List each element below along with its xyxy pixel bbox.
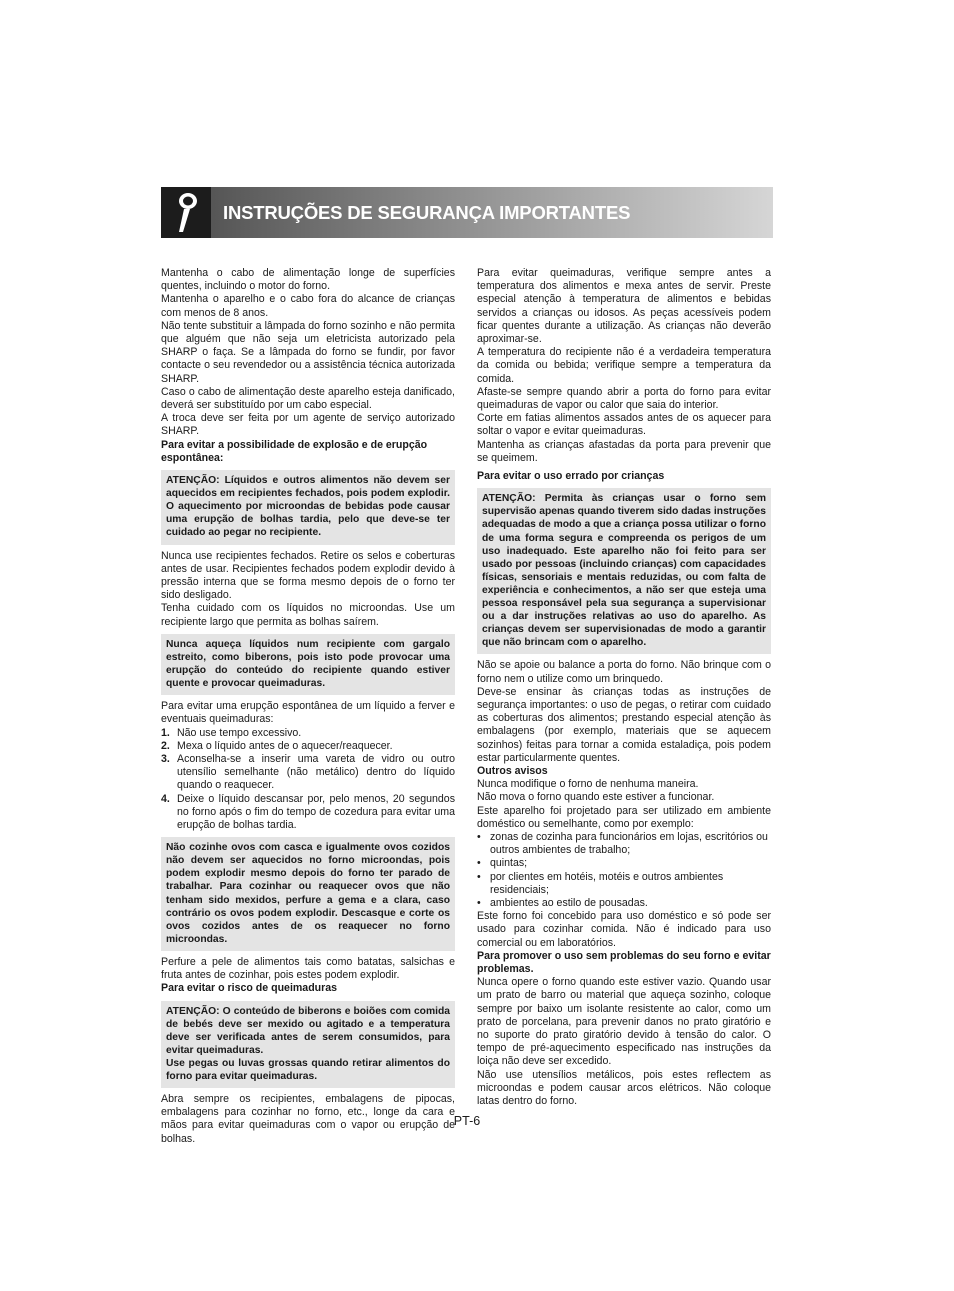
warning-text: Use pegas ou luvas grossas quando retirar alimentos do forno para evitar queimaduras. bbox=[166, 1057, 450, 1082]
warning-box bbox=[161, 1001, 455, 1089]
warning-box bbox=[161, 634, 455, 695]
list-number: 1. bbox=[161, 726, 170, 739]
list-text: Não use tempo excessivo. bbox=[177, 726, 302, 739]
bullet-icon: • bbox=[477, 897, 481, 910]
left-column bbox=[161, 267, 455, 1146]
paragraph: Este forno foi concebido para uso doméstico e só pode ser usado para cozinhar comida. Não é indicado para uso comercial ou em laboratórios. bbox=[477, 910, 771, 949]
paragraph: Afaste-se sempre quando abrir a porta do forno para evitar queimaduras de vapor ou calor que saia do interior. bbox=[477, 385, 771, 412]
warning-box bbox=[477, 488, 771, 654]
paragraph: A troca deve ser feita por um agente de serviço autorizado SHARP. bbox=[161, 412, 455, 438]
page-title: INSTRUÇÕES DE SEGURANÇA IMPORTANTES bbox=[223, 201, 631, 223]
paragraph: Caso o cabo de alimentação deste aparelho esteja danificado, deverá ser substituído por um cabo especial. bbox=[161, 385, 455, 412]
numbered-list bbox=[161, 727, 455, 833]
list-item bbox=[477, 897, 771, 910]
warning-box bbox=[161, 470, 455, 544]
bullet-icon: • bbox=[477, 870, 481, 883]
paragraph: Mantenha o aparelho e o cabo fora do alcance de crianças com menos de 8 anos. bbox=[161, 293, 455, 319]
paragraph: Para evitar queimaduras, verifique sempre antes a temperatura dos alimentos e mexa antes de servir. Preste especial atenção à temperatura de alimentos e bebidas servidos a crianças ou idosos. As peças acessíveis podem ficar quentes durante a utilização. As crianças não deverão aproximar-se. bbox=[477, 267, 771, 346]
exclamation-icon bbox=[161, 187, 211, 238]
list-item bbox=[477, 871, 771, 897]
paragraph: Corte em fatias alimentos assados antes de os aquecer para soltar o vapor e evitar queimaduras. bbox=[477, 412, 771, 438]
section-heading: Para evitar o risco de queimaduras bbox=[161, 982, 338, 995]
list-number: 3. bbox=[161, 752, 170, 765]
warning-text: ATENÇÃO: Líquidos e outros alimentos não devem ser aquecidos em recipientes fechados, pois podem explodir. O aquecimento por microondas de bebidas pode causar uma erupção de bolhas tardia, pelo que deve-se ter cuidado ao pegar no recipiente. bbox=[166, 475, 450, 539]
list-text: ambientes ao estilo de pousadas. bbox=[490, 897, 648, 910]
warning-text: Não cozinhe ovos com casca e igualmente ovos cozidos não devem ser aquecidos no forno microondas, pois podem explodir mesmo depois do forno ter parado de trabalhar. Para cozinhar ou reaquecer ovos que não tenham sido mexidos, perfure a gema e a clara, caso contrário os ovos podem explodir. Descasque e corte os ovos cozidos antes de os reaquecer no forno microondas. bbox=[166, 842, 450, 945]
bullet-icon: • bbox=[477, 857, 481, 870]
paragraph: Mantenha as crianças afastadas da porta para prevenir que se queimem. bbox=[477, 438, 771, 464]
paragraph: Não mova o forno quando este estiver a funcionar. bbox=[477, 791, 715, 804]
list-text: zonas de cozinha para funcionários em lojas, escritórios ou outros ambientes de trabalho; bbox=[490, 831, 768, 857]
list-number: 4. bbox=[161, 792, 170, 805]
list-text: Aconselha-se a inserir uma vareta de vidro ou outro utensílio semelhante (não metálico) dentro do líquido quando o reaquecer. bbox=[177, 752, 455, 792]
page-number: PT-6 bbox=[453, 1114, 481, 1128]
paragraph: Deve-se ensinar às crianças todas as instruções de segurança importantes: o uso de pegas, o retirar com cuidado as coberturas dos alimentos; prestando especial atenção às embalagens (por exemplo, materiais que se aquecem sozinhos) feitas para tornar a comida estaladiça, pois podem estar particularmente quentes. bbox=[477, 685, 771, 764]
section-heading: Para promover o uso sem problemas do seu forno e evitar problemas. bbox=[477, 949, 771, 976]
list-item bbox=[161, 740, 455, 753]
paragraph: A temperatura do recipiente não é a verdadeira temperatura da comida ou bebida; verifique sempre a temperatura da comida. bbox=[477, 346, 771, 385]
section-heading: Para evitar o uso errado por crianças bbox=[477, 470, 665, 483]
paragraph: Mantenha o cabo de alimentação longe de superfícies quentes, incluindo o motor do forno. bbox=[161, 267, 455, 293]
list-text: quintas; bbox=[490, 857, 528, 870]
warning-text: ATENÇÃO: Permita às crianças usar o forno sem supervisão apenas quando tiverem sido dadas instruções adequadas de modo a que a criança possa utilizar o forno de uma forma segura e compreenda os perigos de um uso inadequado. Este aparelho não foi feito para ser usado por pessoas (incluindo crianças) com capacidades físicas, sensoriais e mentais reduzidas, ou com falta de experiência e conhecimentos, a não ser que esteja uma pessoa responsável pela sua segurança a supervisionar ou a dar instruções relativas ao uso do aparelho. As crianças devem ser supervisionadas de modo a garantir que não brincam com o aparelho. bbox=[482, 493, 766, 649]
paragraph: Nunca modifique o forno de nenhuma maneira. bbox=[477, 778, 699, 791]
list-text: por clientes em hotéis, motéis e outros ambientes residenciais; bbox=[490, 870, 724, 896]
section-header bbox=[161, 187, 773, 238]
paragraph: Não use utensílios metálicos, pois estes reflectem as microondas e podem causar arcos elétricos. Não coloque latas dentro do forno. bbox=[477, 1068, 771, 1108]
paragraph: Abra sempre os recipientes, embalagens de pipocas, embalagens para cozinhar no forno, etc., longe da cara e mãos para evitar queimaduras com o vapor ou erupção de bolhas. bbox=[161, 1093, 455, 1145]
list-item bbox=[477, 831, 771, 857]
warning-text: ATENÇÃO: O conteúdo de biberons e boiões com comida de bebés deve ser mexido ou agitado e a temperatura deve ser verificada antes de serem consumidos, para evitar queimaduras. bbox=[166, 1005, 450, 1056]
paragraph: Não se apoie ou balance a porta do forno. Não brinque com o forno nem o utilize como um brinquedo. bbox=[477, 659, 771, 685]
list-item bbox=[161, 793, 455, 833]
list-number: 2. bbox=[161, 739, 170, 752]
bullet-icon: • bbox=[477, 831, 481, 844]
paragraph: Perfure a pele de alimentos tais como batatas, salsichas e fruta antes de cozinhar, pois estes podem explodir. bbox=[161, 955, 455, 982]
paragraph: Não tente substituir a lâmpada do forno sozinho e não permita que alguém que não seja um eletricista autorizado pela SHARP o faça. Se a lâmpada do forno se fundir, por favor contacte o seu revendedor ou a assistência técnica autorizada SHARP. bbox=[161, 319, 455, 385]
warning-text: Nunca aqueça líquidos num recipiente com gargalo estreito, como biberons, pois isto pode provocar uma erupção do conteúdo do recipiente quando estiver quente e provocar queimaduras. bbox=[166, 638, 450, 690]
list-item bbox=[477, 857, 771, 870]
paragraph: Nunca opere o forno quando este estiver vazio. Quando usar um prato de barro ou material que aqueça sozinho, coloque sempre por baixo um isolante resistente ao calor, como um prato de porcelana, para prevenir danos no prato giratório e no suporte do prato giratório devido à tensão do calor. O tempo de pré-aquecimento especificado nas instruções da loiça não deve ser excedido. bbox=[477, 976, 771, 1068]
right-column bbox=[477, 267, 771, 1108]
section-heading: Outros avisos bbox=[477, 765, 548, 777]
bullet-list bbox=[477, 831, 771, 910]
list-text: Mexa o líquido antes de o aquecer/reaquecer. bbox=[177, 739, 393, 752]
list-item bbox=[161, 753, 455, 793]
paragraph: Tenha cuidado com os líquidos no microondas. Use um recipiente largo que permita as bolhas saírem. bbox=[161, 602, 455, 628]
section-heading: Para evitar a possibilidade de explosão e de erupção espontânea: bbox=[161, 438, 428, 464]
warning-box bbox=[161, 837, 455, 951]
paragraph: Este aparelho foi projetado para ser utilizado em ambiente doméstico ou semelhante, como por exemplo: bbox=[477, 804, 771, 830]
paragraph: Para evitar uma erupção espontânea de um líquido a ferver e eventuais queimaduras: bbox=[161, 700, 455, 726]
paragraph: Nunca use recipientes fechados. Retire os selos e coberturas antes de usar. Recipientes fechados podem explodir devido à pressão interna que se forma mesmo depois de o forno ter sido desligado. bbox=[161, 549, 455, 602]
list-item bbox=[161, 727, 455, 740]
list-text: Deixe o líquido descansar por, pelo menos, 20 segundos no forno após o fim do tempo de cozedura para evitar uma erupção de bolhas tardia. bbox=[177, 792, 455, 831]
